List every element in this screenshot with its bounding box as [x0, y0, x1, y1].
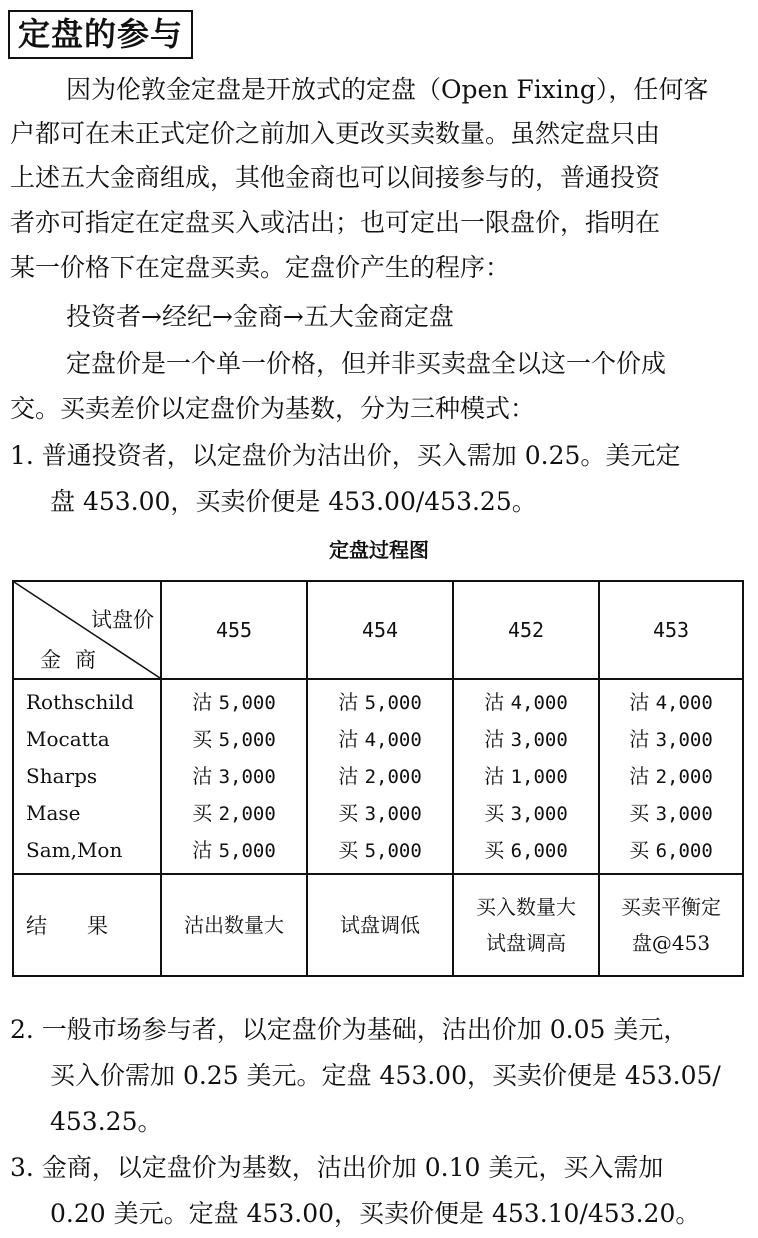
order-side: 沽	[629, 690, 650, 714]
order-entry	[308, 795, 452, 832]
order-entry	[454, 832, 598, 869]
paragraph-2-line-1: 定盘价是一个单一价格，但并非买卖盘全以这一个价成	[66, 349, 667, 378]
dealer-label: 金商	[40, 648, 110, 672]
order-quantity: 2,000	[218, 803, 276, 825]
order-quantity: 2,000	[364, 766, 422, 788]
result-455	[161, 874, 307, 976]
order-entry	[600, 684, 742, 721]
trial-price-3: 452	[453, 581, 599, 679]
result-454	[307, 874, 453, 976]
order-side: 买	[629, 801, 650, 825]
paragraph-1-line-2: 户都可在未正式定价之前加入更改买卖数量。虽然定盘只由	[10, 119, 661, 148]
order-quantity: 4,000	[364, 729, 422, 751]
order-quantity: 1,000	[510, 766, 568, 788]
trial-price-label: 试盘价	[91, 608, 154, 632]
result-text: 试盘调高	[486, 931, 566, 955]
order-entry	[600, 795, 742, 832]
trial-price-1: 455	[161, 581, 307, 679]
table-corner-cell	[13, 581, 161, 679]
order-entry	[162, 721, 306, 758]
trial-price-2: 454	[307, 581, 453, 679]
order-quantity: 5,000	[364, 840, 422, 862]
order-entry	[600, 832, 742, 869]
item-3-line-1: 3. 金商，以定盘价为基数，沽出价加 0.10 美元，买入需加	[10, 1153, 664, 1182]
order-entry	[162, 684, 306, 721]
order-quantity: 5,000	[218, 840, 276, 862]
order-side: 买	[484, 838, 505, 862]
flow-line: 投资者→经纪→金商→五大金商定盘	[66, 302, 454, 331]
order-entry	[600, 721, 742, 758]
paragraph-1-line-5: 某一价格下在定盘买卖。定盘价产生的程序：	[10, 253, 511, 282]
dealer-name: Rothschild	[26, 690, 134, 714]
order-quantity: 3,000	[218, 766, 276, 788]
orders-cell-453	[599, 679, 743, 874]
order-entry	[308, 832, 452, 869]
order-quantity: 4,000	[655, 692, 713, 714]
paragraph-1-line-1: 因为伦敦金定盘是开放式的定盘（Open Fixing），任何客	[66, 75, 709, 104]
paragraph-1-line-3: 上述五大金商组成，其他金商也可以间接参与的，普通投资	[10, 163, 661, 192]
item-2-line-1: 2. 一般市场参与者，以定盘价为基础，沽出价加 0.05 美元，	[10, 1015, 689, 1044]
trial-price-4: 453	[599, 581, 743, 679]
item-2-line-2: 买入价需加 0.25 美元。定盘 453.00，买卖价便是 453.05/	[50, 1061, 721, 1090]
orders-cell-452	[453, 679, 599, 874]
order-entry	[600, 758, 742, 795]
order-entry	[308, 684, 452, 721]
order-side: 沽	[484, 727, 505, 751]
dealer-name: Sharps	[26, 764, 98, 788]
item-3-line-2: 0.20 美元。定盘 453.00，买卖价便是 453.10/453.20。	[50, 1199, 701, 1228]
dealer-name: Sam,Mon	[26, 838, 123, 862]
order-quantity: 5,000	[218, 729, 276, 751]
order-side: 沽	[629, 727, 650, 751]
paragraph-1-line-4: 者亦可指定在定盘买入或沽出；也可定出一限盘价，指明在	[10, 208, 661, 237]
order-side: 沽	[192, 690, 213, 714]
order-quantity: 3,000	[364, 803, 422, 825]
order-side: 沽	[338, 690, 359, 714]
order-quantity: 4,000	[510, 692, 568, 714]
order-side: 沽	[338, 727, 359, 751]
result-text: 买入数量大	[476, 895, 576, 919]
section-title: 定盘的参与	[8, 10, 193, 59]
order-quantity: 5,000	[364, 692, 422, 714]
order-side: 沽	[484, 690, 505, 714]
dealer-name: Mocatta	[26, 727, 110, 751]
order-entry	[162, 758, 306, 795]
table-caption: 定盘过程图	[329, 538, 429, 562]
order-quantity: 6,000	[510, 840, 568, 862]
order-entry	[454, 721, 598, 758]
orders-cell-455	[161, 679, 307, 874]
order-side: 买	[192, 727, 213, 751]
item-1-line-1: 1. 普通投资者，以定盘价为沽出价，买入需加 0.25。美元定	[10, 441, 681, 470]
result-text: 试盘调低	[340, 913, 420, 937]
order-quantity: 3,000	[510, 803, 568, 825]
result-452	[453, 874, 599, 976]
table-result-row	[13, 874, 743, 976]
order-side: 沽	[338, 764, 359, 788]
order-side: 沽	[192, 838, 213, 862]
order-quantity: 2,000	[655, 766, 713, 788]
order-entry	[454, 684, 598, 721]
orders-cell-454	[307, 679, 453, 874]
fixing-process-table	[12, 580, 744, 977]
result-453	[599, 874, 743, 976]
result-label: 结果	[13, 874, 161, 976]
order-entry	[162, 832, 306, 869]
order-side: 沽	[192, 764, 213, 788]
order-side: 买	[629, 838, 650, 862]
order-side: 沽	[629, 764, 650, 788]
item-2-line-3: 453.25。	[50, 1107, 163, 1136]
item-1-line-2: 盘 453.00，买卖价便是 453.00/453.25。	[50, 487, 537, 516]
result-text: 买卖平衡定	[621, 895, 721, 919]
order-side: 买	[192, 801, 213, 825]
paragraph-2-line-2: 交。买卖差价以定盘价为基数，分为三种模式：	[10, 394, 536, 423]
order-quantity: 6,000	[655, 840, 713, 862]
order-side: 沽	[484, 764, 505, 788]
order-side: 买	[338, 838, 359, 862]
order-quantity: 5,000	[218, 692, 276, 714]
order-quantity: 3,000	[655, 803, 713, 825]
dealer-name: Mase	[26, 801, 81, 825]
table-body-row	[13, 679, 743, 874]
order-entry	[162, 795, 306, 832]
dealer-names-cell	[13, 679, 161, 874]
result-text: 沽出数量大	[184, 913, 284, 937]
order-quantity: 3,000	[510, 729, 568, 751]
order-entry	[454, 795, 598, 832]
order-entry	[308, 721, 452, 758]
order-entry	[308, 758, 452, 795]
order-side: 买	[484, 801, 505, 825]
table-header-row	[13, 581, 743, 679]
order-entry	[454, 758, 598, 795]
order-quantity: 3,000	[655, 729, 713, 751]
result-text: 盘@453	[631, 931, 711, 955]
order-side: 买	[338, 801, 359, 825]
